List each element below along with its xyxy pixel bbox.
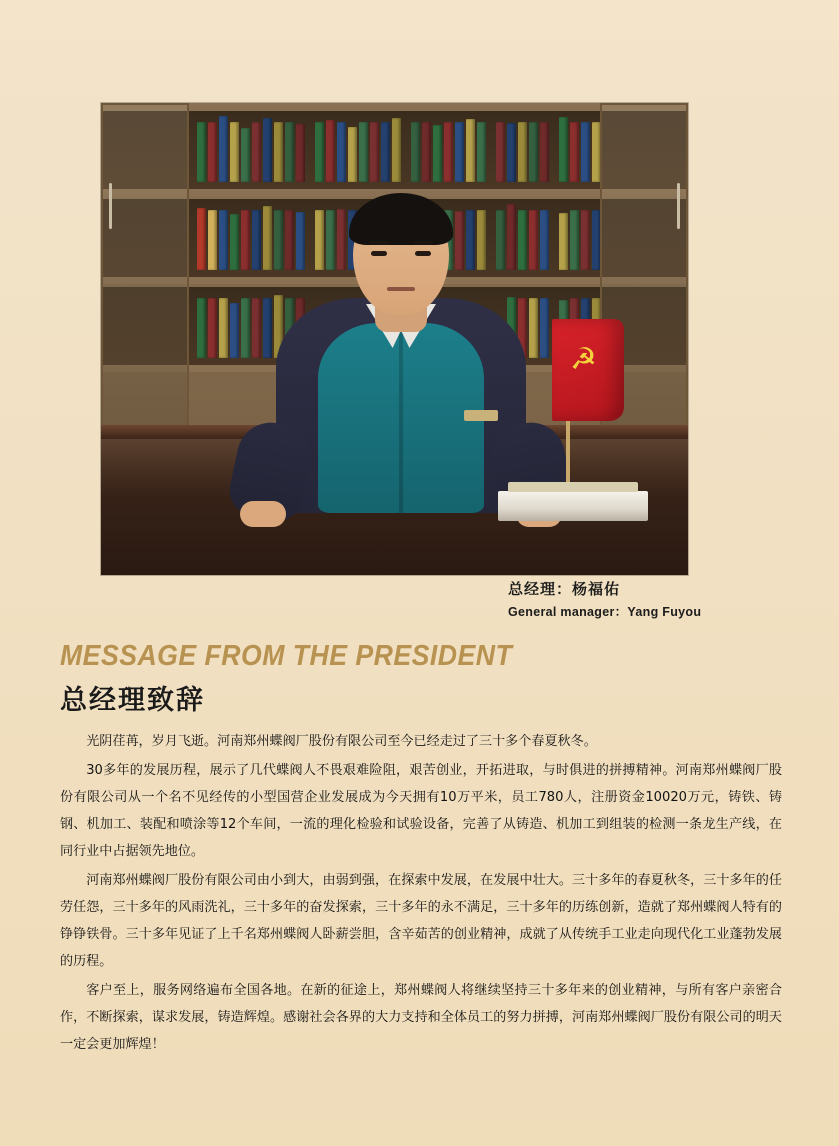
paragraph-2: 30多年的发展历程，展示了几代蝶阀人不畏艰难险阻，艰苦创业，开拓进取，与时俱进的拼搏精神。河南郑州蝶阀厂股份有限公司从一个名不见经传的小型国营企业发展成为今天拥有10万平米，员工780人，注册资金10020万元，铸铁、铸钢、机加工、装配和喷涂等12个车间，一流的理化检验和试验设备，完善了从铸造、机加工到组装的检测一条龙生产线，在同行业中占据领先地位。 [60,763,782,859]
paragraph-3: 河南郑州蝶阀厂股份有限公司由小到大，由弱到强，在探索中发展，在发展中壮大。三十多年的春夏秋冬，三十多年的任劳任怨，三十多年的风雨洗礼，三十多年的奋发探索，三十多年的永不满足，三十多年的历练创新，造就了郑州蝶阀人特有的铮铮铁骨。三十多年见证了上千名郑州蝶阀人卧薪尝胆，含辛茹苦的创业精神，成就了从传统手工业走向现代化工业蓬勃发展的历程。 [60,873,782,969]
person-figure [276,183,526,513]
party-flag [552,319,624,421]
eye-right [415,251,431,256]
eyebrow-right [413,241,433,245]
vest [318,323,484,513]
paragraph-4: 客户至上，服务网络遍布全国各地。在新的征途上，郑州蝶阀人将继续坚持三十多年来的创业精神，与所有客户亲密合作，不断探索，谋求发展，铸造辉煌。感谢社会各界的大力支持和全体员工的努力拼搏，河南郑州蝶阀厂股份有限公司的明天一定会更加辉煌！ [60,983,782,1052]
mouth [387,287,415,291]
eyebrow-left [369,241,389,245]
caption-chinese: 总经理：杨福佑 [508,581,621,598]
torso [276,298,526,513]
caption-english: General manager：Yang Fuyou [508,605,702,619]
paragraph-1: 光阴荏苒，岁月飞逝。河南郑州蝶阀厂股份有限公司至今已经走过了三十多个春夏秋冬。 [86,734,597,749]
eye-left [371,251,387,256]
photo-scene [101,103,688,575]
head [353,199,449,315]
page-title-chinese: 总经理致辞 [60,685,205,716]
hair [349,193,453,245]
body-text [60,728,782,1060]
cabinet-door-left [101,103,189,433]
book-stack-desk [498,491,648,521]
hammer-sickle-icon: ☭ [570,343,597,376]
name-badge [464,410,498,421]
page-title-english: MESSAGE FROM THE PRESIDENT [60,640,513,672]
photo-caption [508,578,808,620]
hand-left [240,501,286,527]
president-portrait-photo [101,103,688,575]
